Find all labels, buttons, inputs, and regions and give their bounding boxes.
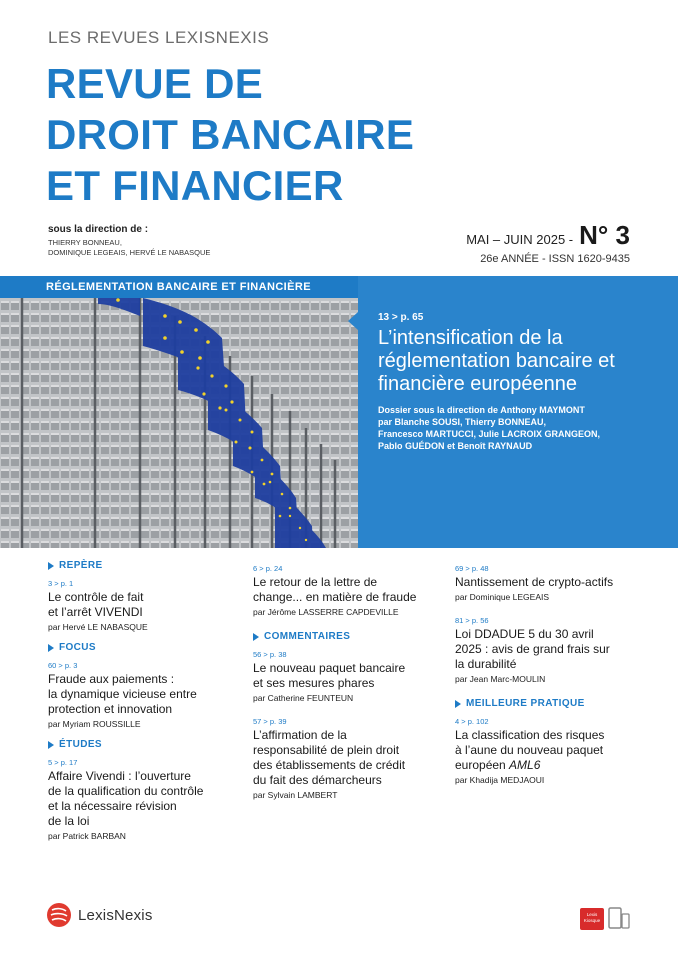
- kiosk-badge: [580, 906, 630, 930]
- kiosk-label: Lexis Kiosque: [580, 908, 604, 930]
- toc-title-line: Le nouveau paquet bancaire: [253, 661, 406, 675]
- issue-info: [466, 220, 630, 265]
- toc-title-line: et ses mesures phares: [253, 676, 375, 690]
- toc-author: par Patrick BARBAN: [48, 831, 126, 841]
- triangle-icon: [48, 644, 54, 652]
- toc-item[interactable]: [455, 616, 655, 684]
- toc-item[interactable]: [48, 758, 248, 841]
- issue-date: MAI – JUIN 2025 -: [466, 232, 574, 247]
- toc-title: [455, 575, 655, 590]
- toc-title: [253, 661, 453, 691]
- toc-item[interactable]: [253, 564, 453, 617]
- toc-title-line: Affaire Vivendi : l’ouverture: [48, 769, 191, 783]
- toc-title-line: Loi DDADUE 5 du 30 avril: [455, 627, 594, 641]
- toc-title: [455, 627, 655, 672]
- editorial-direction: [48, 224, 210, 258]
- toc-title: [48, 672, 248, 717]
- toc-author: par Khadija MEDJAOUI: [455, 775, 545, 785]
- toc-title-line: L’affirmation de la: [253, 728, 347, 742]
- direction-names-line: DOMINIQUE LEGEAIS, HERVÉ LE NABASQUE: [48, 248, 211, 257]
- issue-year-issn: 26e ANNÉE - ISSN 1620-9435: [480, 253, 630, 265]
- feature-ref: 13 > p. 65: [378, 312, 424, 323]
- toc-author: par Jérôme LASSERRE CAPDEVILLE: [253, 607, 399, 617]
- toc-title: [48, 769, 248, 829]
- eu-flags-photo: [0, 276, 358, 548]
- toc-title-text: européen: [455, 758, 510, 772]
- journal-title-line: REVUE DE: [46, 60, 264, 107]
- toc-title-line: responsabilité de plein droit: [253, 743, 400, 757]
- toc-title-line: Le contrôle de fait: [48, 590, 144, 604]
- rubric-label: FOCUS: [59, 642, 96, 653]
- toc-title-line: Le retour de la lettre de: [253, 575, 378, 589]
- toc-title-line: à l’aune du nouveau paquet: [455, 743, 604, 757]
- rubric-label: ÉTUDES: [59, 739, 102, 750]
- direction-label: sous la direction de :: [48, 224, 149, 235]
- toc-item[interactable]: [253, 717, 453, 800]
- hero-pointer: [348, 312, 358, 330]
- triangle-icon: [253, 633, 259, 641]
- toc-title-line: Nantissement de crypto-actifs: [455, 575, 614, 589]
- toc-title-line: du fait des démarcheurs: [253, 773, 382, 787]
- rubric-repere: [48, 560, 248, 571]
- series-label: LES REVUES LEXISNEXIS: [48, 28, 270, 47]
- credits-line: par Blanche SOUSI, Thierry BONNEAU,: [378, 417, 547, 427]
- toc-ref: 69 > p. 48: [455, 564, 489, 573]
- journal-title: [46, 58, 466, 211]
- devices-icon: [608, 906, 630, 930]
- rubric-label: REPÈRE: [59, 560, 103, 571]
- toc-title-line: de la qualification du contrôle: [48, 784, 204, 798]
- credits-line: Francesco MARTUCCI, Julie LACROIX GRANGEON,: [378, 429, 601, 439]
- toc-author: par Catherine FEUNTEUN: [253, 693, 354, 703]
- feature-title: L’intensification de la réglementation bancaire et financière européenne: [378, 327, 615, 395]
- toc-author: par Sylvain LAMBERT: [253, 790, 338, 800]
- toc-title: [48, 590, 248, 620]
- journal-title-line: ET FINANCIER: [46, 162, 344, 209]
- triangle-icon: [455, 700, 461, 708]
- rubric-label: MEILLEURE PRATIQUE: [466, 698, 585, 709]
- feature-credits: [378, 404, 658, 452]
- toc-title-line: des établissements de crédit: [253, 758, 406, 772]
- direction-names-line: THIERRY BONNEAU,: [48, 238, 122, 247]
- toc-title-line: et la nécessaire révision: [48, 799, 177, 813]
- toc-ref: 56 > p. 38: [253, 650, 287, 659]
- direction-names: [48, 238, 210, 258]
- toc-item[interactable]: [48, 579, 248, 632]
- lexisnexis-logo: [46, 902, 153, 928]
- triangle-icon: [48, 562, 54, 570]
- rubric-commentaires: [253, 631, 453, 642]
- toc-ref: 5 > p. 17: [48, 758, 78, 767]
- toc-title-line: la durabilité: [455, 657, 517, 671]
- toc-author: par Jean Marc-MOULIN: [455, 674, 546, 684]
- toc-author: par Dominique LEGEAIS: [455, 592, 550, 602]
- toc-title-emphasis: AML6: [509, 758, 541, 772]
- toc-item[interactable]: [253, 650, 453, 703]
- logo-text: LexisNexis: [78, 906, 153, 924]
- toc-author: par Hervé LE NABASQUE: [48, 622, 148, 632]
- lexisnexis-logo-icon: [46, 902, 72, 928]
- toc-title-line: change... en matière de fraude: [253, 590, 417, 604]
- toc-column-1: [48, 560, 248, 851]
- journal-title-line: DROIT BANCAIRE: [46, 111, 415, 158]
- toc-title-line: 2025 : avis de grand frais sur: [455, 642, 610, 656]
- toc-item[interactable]: [48, 661, 248, 729]
- rubric-focus: [48, 642, 248, 653]
- rubric-label: COMMENTAIRES: [264, 631, 351, 642]
- toc-title-line: [455, 758, 655, 773]
- toc-title-line: de la loi: [48, 814, 90, 828]
- rubric-etudes: [48, 739, 248, 750]
- toc-title: [253, 575, 453, 605]
- toc-ref: 81 > p. 56: [455, 616, 489, 625]
- toc-title: [455, 728, 655, 773]
- credits-line: Dossier sous la direction de Anthony MAYMONT: [378, 405, 585, 415]
- toc-item[interactable]: [455, 717, 655, 785]
- toc-title-line: La classification des risques: [455, 728, 605, 742]
- toc-title: [253, 728, 453, 788]
- toc-title-line: protection et innovation: [48, 702, 173, 716]
- toc-ref: 60 > p. 3: [48, 661, 78, 670]
- toc-ref: 6 > p. 24: [253, 564, 283, 573]
- toc-column-3: [455, 564, 655, 795]
- toc-title-line: la dynamique vicieuse entre: [48, 687, 197, 701]
- toc-item[interactable]: [455, 564, 655, 602]
- section-banner: RÉGLEMENTATION BANCAIRE ET FINANCIÈRE: [0, 276, 358, 298]
- issue-number: N° 3: [579, 220, 630, 250]
- toc-ref: 4 > p. 102: [455, 717, 489, 726]
- toc-ref: 3 > p. 1: [48, 579, 74, 588]
- credits-line: Pablo GUÉDON et Benoît RAYNAUD: [378, 441, 533, 451]
- toc-column-2: [253, 564, 453, 810]
- toc-author: par Myriam ROUSSILLE: [48, 719, 141, 729]
- feature-text: [378, 312, 658, 452]
- toc-title-line: Fraude aux paiements :: [48, 672, 175, 686]
- toc-title-line: et l’arrêt VIVENDI: [48, 605, 143, 619]
- rubric-meilleure-pratique: [455, 698, 655, 709]
- triangle-icon: [48, 741, 54, 749]
- toc-ref: 57 > p. 39: [253, 717, 287, 726]
